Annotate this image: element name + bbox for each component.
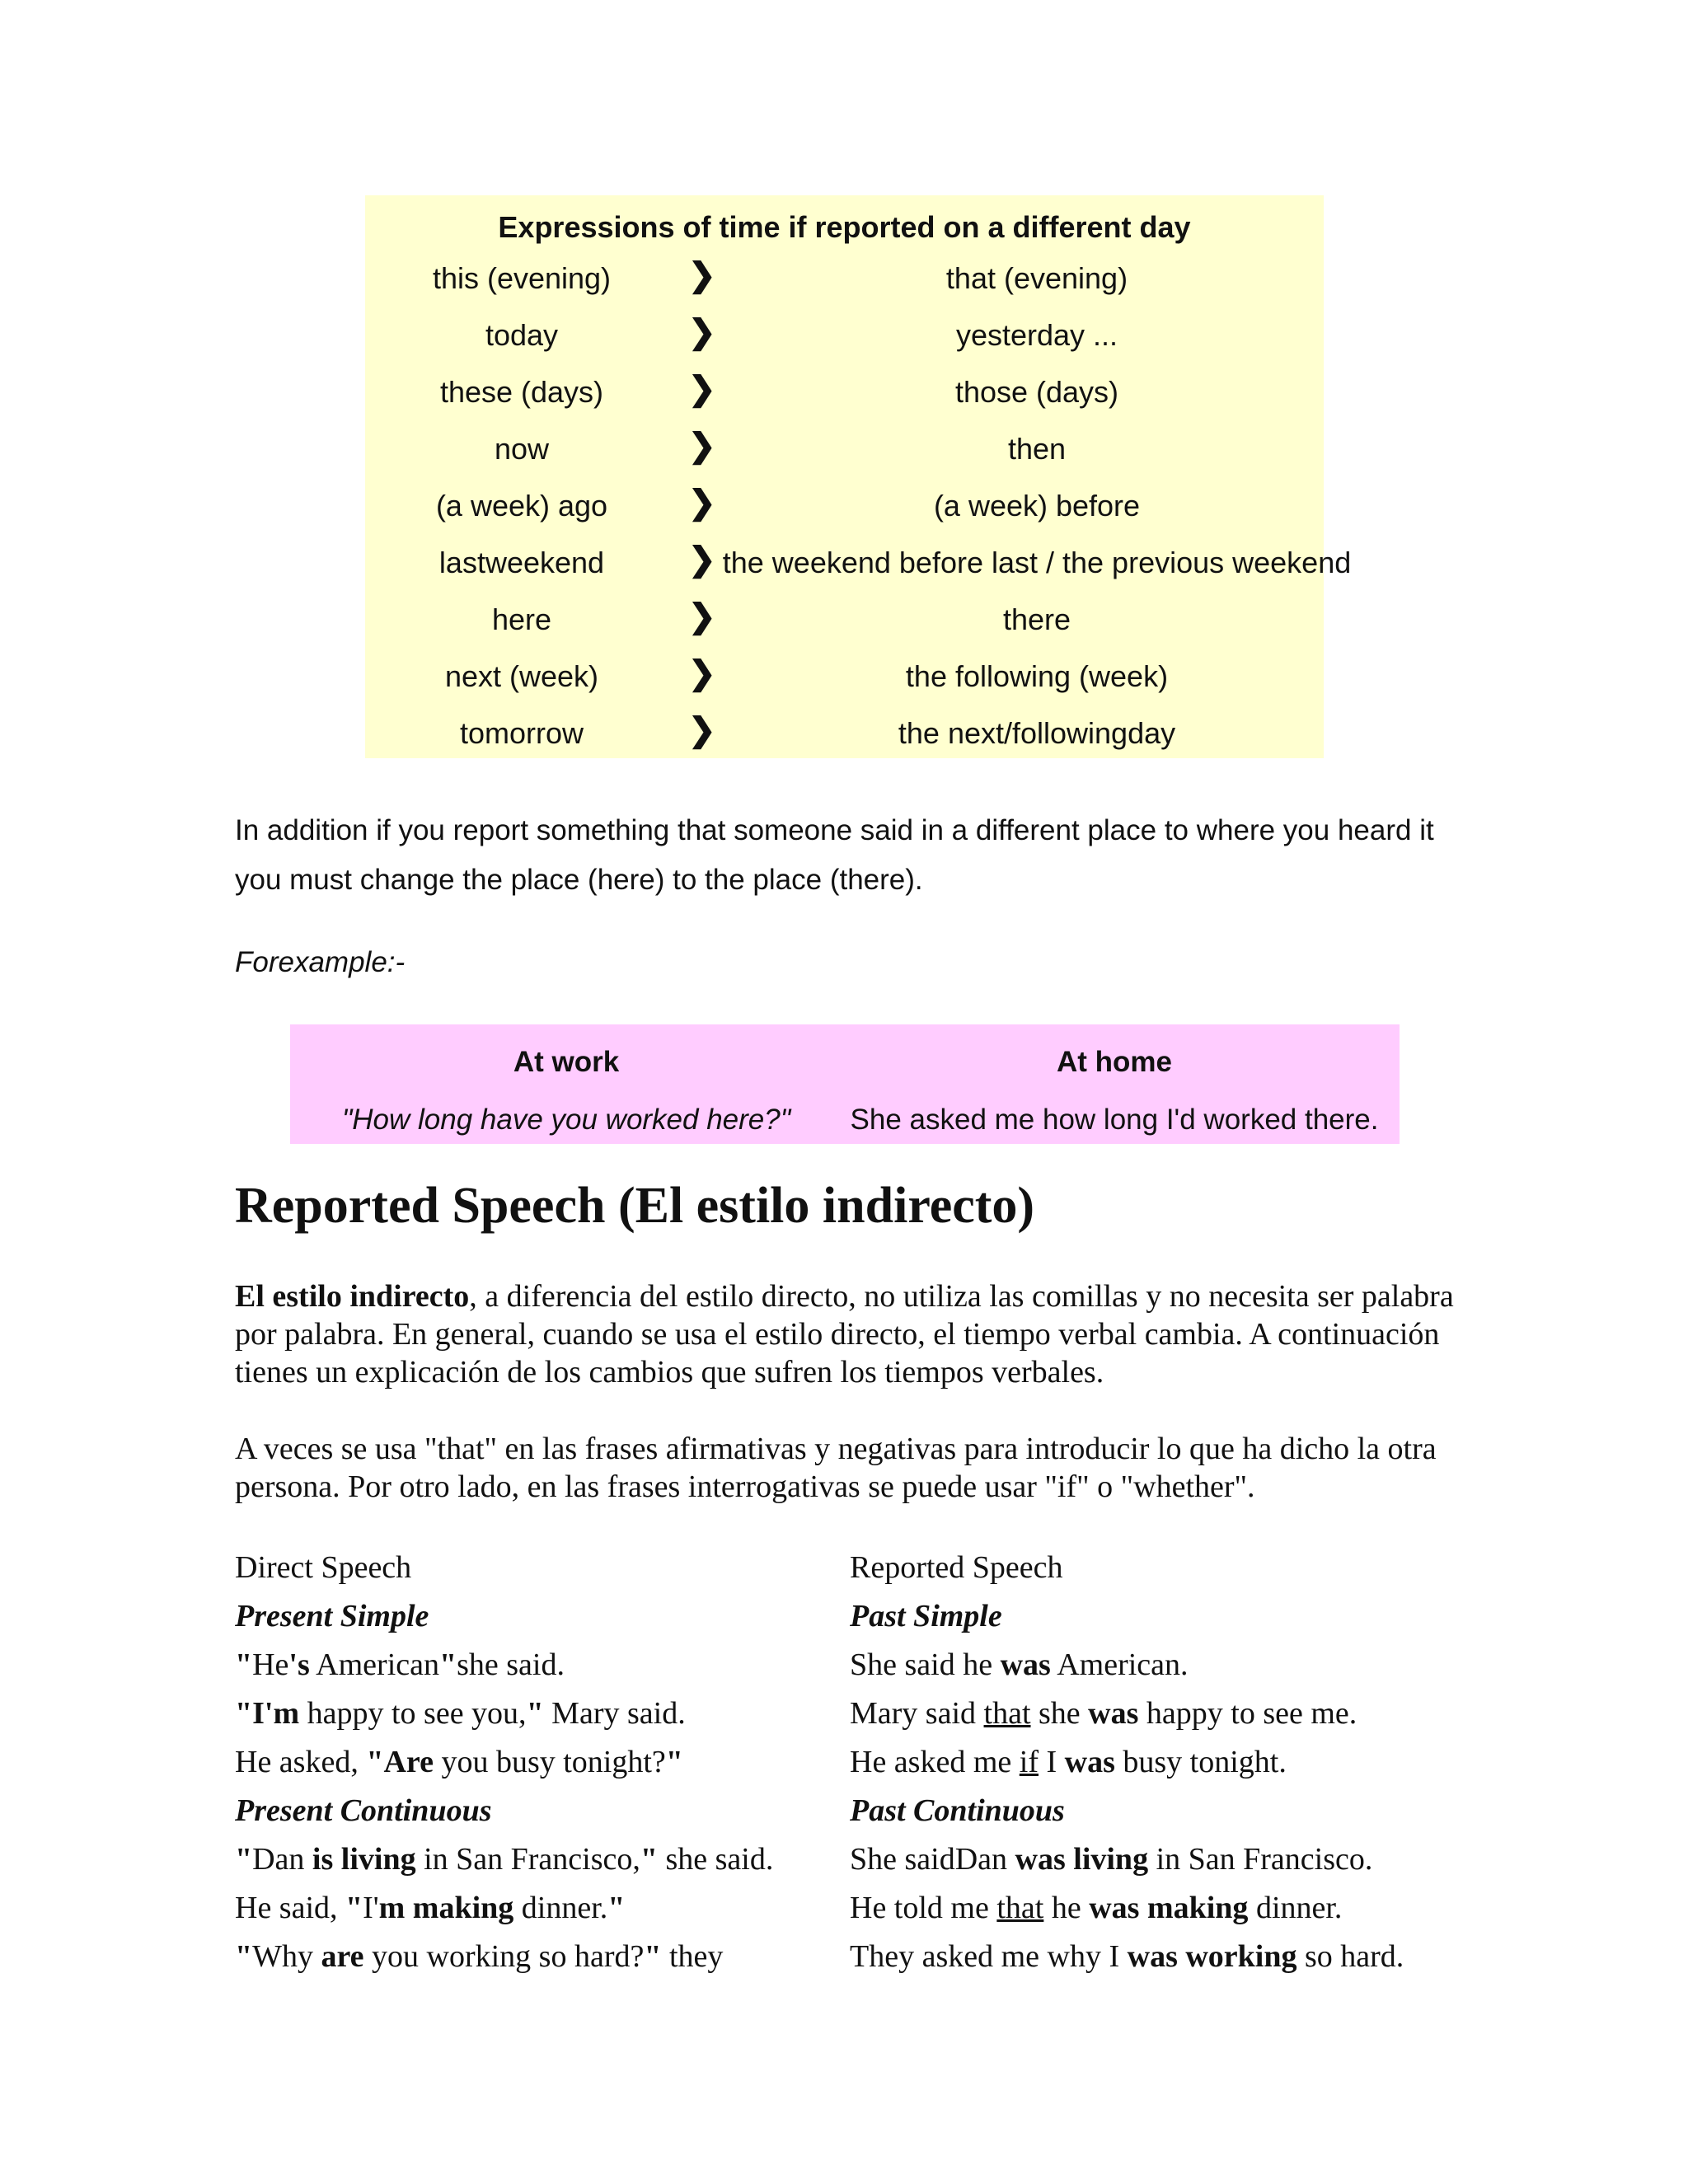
table-row bbox=[365, 485, 1324, 546]
to-expression: yesterday ... bbox=[955, 318, 1118, 352]
example-label: Forexample:- bbox=[235, 946, 406, 978]
reported-example: They asked me why I was working so hard. bbox=[850, 1939, 1404, 1974]
table-row bbox=[365, 598, 1324, 659]
arrow-icon: ❯ bbox=[688, 541, 716, 578]
table-row bbox=[365, 655, 1324, 716]
from-expression: now bbox=[494, 432, 550, 466]
tense-label: Past Continuous bbox=[850, 1793, 1065, 1828]
table-cell: "How long have you worked here?" bbox=[341, 1104, 791, 1136]
reported-speech-header: Reported Speech bbox=[850, 1550, 1063, 1585]
table-cell: She asked me how long I'd worked there. bbox=[850, 1104, 1379, 1136]
to-expression: the next/followingday bbox=[898, 716, 1176, 750]
direct-example: "I'm happy to see you," Mary said. bbox=[235, 1696, 686, 1731]
reported-example: She said he was American. bbox=[850, 1647, 1189, 1682]
from-expression: these (days) bbox=[439, 375, 604, 409]
table-row bbox=[365, 314, 1324, 375]
from-expression: (a week) ago bbox=[435, 489, 608, 523]
tense-row bbox=[0, 1598, 1688, 1647]
column-header: At home bbox=[1057, 1046, 1172, 1078]
example-row bbox=[0, 1695, 1688, 1744]
speech-header-row bbox=[0, 1549, 1688, 1598]
table-row bbox=[365, 541, 1352, 602]
tense-row bbox=[0, 1793, 1688, 1841]
arrow-icon: ❯ bbox=[688, 428, 716, 464]
reported-example: He asked me if I was busy tonight. bbox=[850, 1745, 1287, 1779]
tense-label: Past Simple bbox=[850, 1599, 1002, 1633]
to-expression: those (days) bbox=[954, 375, 1119, 409]
to-expression: that (evening) bbox=[945, 261, 1128, 295]
reported-example: She saidDan was living in San Francisco. bbox=[850, 1842, 1373, 1877]
from-expression: tomorrow bbox=[459, 716, 584, 750]
example-row bbox=[0, 1890, 1688, 1938]
place-paragraph bbox=[235, 806, 1471, 905]
table-row bbox=[365, 712, 1324, 773]
from-expression: this (evening) bbox=[432, 261, 612, 295]
to-expression: then bbox=[1007, 432, 1067, 466]
intro-paragraph bbox=[235, 1277, 1463, 1391]
arrow-icon: ❯ bbox=[688, 485, 716, 521]
direct-example: "Why are you working so hard?" they bbox=[235, 1939, 724, 1974]
bold-term: El estilo indirecto bbox=[235, 1279, 470, 1314]
arrow-icon: ❯ bbox=[688, 314, 716, 350]
example-row bbox=[0, 1841, 1688, 1890]
arrow-icon: ❯ bbox=[688, 257, 716, 293]
direct-example: He said, "I'm making dinner." bbox=[235, 1891, 626, 1925]
from-expression: lastweekend bbox=[438, 546, 605, 579]
to-expression: (a week) before bbox=[933, 489, 1141, 523]
tense-label: Present Continuous bbox=[235, 1793, 492, 1828]
paragraph-text: , a diferencia del estilo directo, no utiliza las comillas y no necesita ser palabra por palabra. En general, cuando se usa el estilo directo, el tiempo verbal cambia. A continuación tienes un explicación de los cambios que sufren los tiempos verbales. bbox=[235, 1279, 1454, 1390]
table-row bbox=[365, 428, 1324, 489]
arrow-icon: ❯ bbox=[688, 655, 716, 691]
example-row bbox=[0, 1938, 1688, 1987]
to-expression: the following (week) bbox=[905, 659, 1169, 693]
arrow-icon: ❯ bbox=[688, 371, 716, 407]
to-expression: the weekend before last / the previous weekend bbox=[722, 546, 1352, 579]
place-example-table bbox=[290, 1024, 1400, 1144]
column-header: At work bbox=[513, 1046, 620, 1078]
table-row bbox=[365, 257, 1324, 318]
time-expressions-table bbox=[365, 195, 1352, 758]
table-row bbox=[365, 371, 1324, 432]
paragraph-line: In addition if you report something that someone said in a different place to where you heard it bbox=[235, 814, 1434, 846]
reported-example: Mary said that she was happy to see me. bbox=[850, 1696, 1357, 1731]
section-heading: Reported Speech (El estilo indirecto) bbox=[235, 1178, 1035, 1234]
tense-label: Present Simple bbox=[235, 1599, 429, 1633]
direct-speech-header: Direct Speech bbox=[235, 1550, 412, 1585]
to-expression: there bbox=[1002, 602, 1071, 636]
direct-example: "Dan is living in San Francisco," she said. bbox=[235, 1842, 774, 1877]
arrow-icon: ❯ bbox=[688, 598, 716, 635]
paragraph-line: you must change the place (here) to the place (there). bbox=[235, 864, 923, 896]
reported-example: He told me that he was making dinner. bbox=[850, 1891, 1343, 1925]
direct-example: "He's American"she said. bbox=[235, 1647, 565, 1682]
table-title: Expressions of time if reported on a different day bbox=[498, 210, 1191, 244]
direct-example: He asked, "Are you busy tonight?" bbox=[235, 1745, 683, 1779]
example-row bbox=[0, 1647, 1688, 1695]
note-paragraph: A veces se usa "that" en las frases afirmativas y negativas para introducir lo que ha dicho la otra persona. Por otro lado, en las frases interrogativas se puede usar "if" o "whether". bbox=[235, 1432, 1437, 1504]
from-expression: next (week) bbox=[444, 659, 599, 693]
from-expression: here bbox=[491, 602, 552, 636]
arrow-icon: ❯ bbox=[688, 712, 716, 748]
example-row bbox=[0, 1744, 1688, 1793]
from-expression: today bbox=[485, 318, 559, 352]
